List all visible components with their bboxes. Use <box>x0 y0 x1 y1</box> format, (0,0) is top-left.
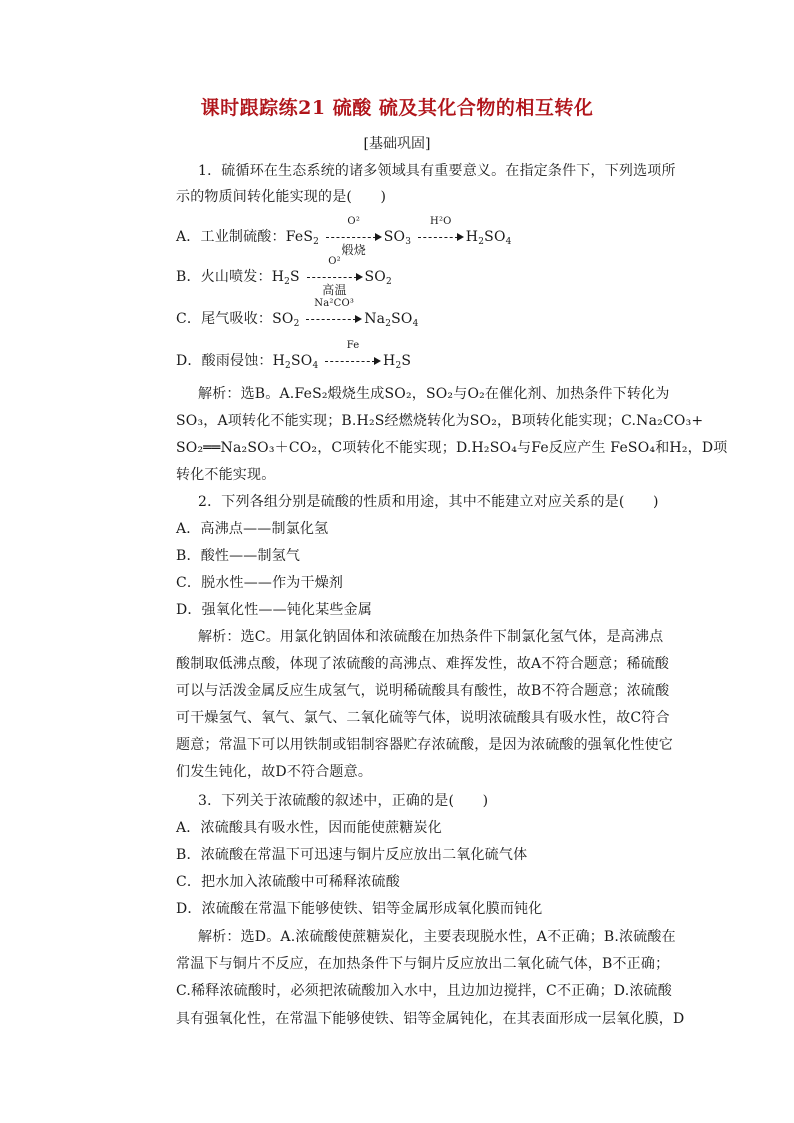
q2-option-b: B．酸性——制氢气 <box>176 548 301 564</box>
q3-option-c: C．把水加入浓硫酸中可稀释浓硫酸 <box>176 874 400 890</box>
reaction-arrow: Na²CO³ <box>306 311 362 327</box>
q2-option-d: D．强氧化性——钝化某些金属 <box>176 602 373 618</box>
q3-analysis-line-4: 具有强氧化性，在常温下能够使铁、铝等金属钝化，在其表面形成一层氧化膜，D <box>176 1011 685 1027</box>
q3-analysis-line-3: C.稀释浓硫酸时，必须把浓硫酸加入水中，且边加边搅拌，C不正确；D.浓硫酸 <box>176 983 672 999</box>
q2-option-c: C．脱水性——作为干燥剂 <box>176 575 344 591</box>
reaction-arrow: Fe <box>325 353 381 369</box>
q1-option-a: A．工业制硫酸：FeS$_2$ O² 煅烧 $SO_3$ H²O $H_2SO_4$ <box>176 216 512 257</box>
q2-analysis-line-2: 酸制取低沸点酸，体现了浓硫酸的高沸点、难挥发性，故A不符合题意；稀硫酸 <box>176 656 670 672</box>
q2-analysis-line-3: 可以与活泼金属反应生成氢气，说明稀硫酸具有酸性，故B不符合题意；浓硫酸 <box>176 683 670 699</box>
q2-analysis-line-6: 们发生钝化，故D不符合题意。 <box>176 764 373 780</box>
q2-analysis-line-5: 题意；常温下可以用铁制或铝制容器贮存浓硫酸，是因为浓硫酸的强氧化性使它 <box>176 737 673 753</box>
page-title: 课时跟踪练21 硫酸 硫及其化合物的相互转化 <box>200 97 594 119</box>
q3-stem: 3．下列关于浓硫酸的叙述中，正确的是( ) <box>198 793 489 809</box>
q1-analysis-line-4: 转化不能实现。 <box>176 467 276 483</box>
q3-analysis-line-1: 解析：选D。A.浓硫酸使蔗糖炭化，主要表现脱水性，A不正确；B.浓硫酸在 <box>198 929 676 945</box>
q1-option-b: B．火山喷发：$H_2S$ O² 高温 $SO_2$ <box>176 256 392 297</box>
q1-stem-line-1: 1．硫循环在生态系统的诸多领域具有重要意义。在指定条件下，下列选项所 <box>198 163 676 179</box>
q2-analysis-line-4: 可干燥氢气、氧气、氯气、二氧化硫等气体，说明浓硫酸具有吸水性，故C符合 <box>176 710 670 726</box>
reaction-arrow: O² 高温 <box>307 269 363 285</box>
q2-stem: 2．下列各组分别是硫酸的性质和用途，其中不能建立对应关系的是( ) <box>198 494 659 510</box>
reaction-arrow: O² 煅烧 <box>326 229 382 245</box>
q1-analysis-line-2: SO₃，A项转化不能实现；B.H₂S经燃烧转化为SO₂，B项转化能实现；C.Na₂CO₃+ <box>176 413 704 429</box>
q2-analysis-line-1: 解析：选C。用氯化钠固体和浓硫酸在加热条件下制氯化氢气体，是高沸点 <box>198 629 664 645</box>
q3-option-b: B．浓硫酸在常温下可迅速与铜片反应放出二氧化硫气体 <box>176 847 528 863</box>
q1-analysis-line-1: 解析：选B。A.FeS₂煅烧生成SO₂，SO₂与O₂在催化剂、加热条件下转化为 <box>198 386 670 402</box>
section-label: [基础巩固] <box>363 136 431 152</box>
reaction-arrow: H²O <box>418 229 464 245</box>
q1-analysis-line-3: SO₂══Na₂SO₃＋CO₂，C项转化不能实现；D.H₂SO₄与Fe反应产生 FeSO₄和H₂，D项 <box>176 440 728 456</box>
q3-analysis-line-2: 常温下与铜片不反应，在加热条件下与铜片反应放出二氧化硫气体，B不正确； <box>176 956 670 972</box>
q2-option-a: A．高沸点——制氯化氢 <box>176 521 329 537</box>
q3-option-a: A．浓硫酸具有吸水性，因而能使蔗糖炭化 <box>176 820 442 836</box>
q3-option-d: D．浓硫酸在常温下能够使铁、铝等金属形成氧化膜而钝化 <box>176 901 543 917</box>
q1-option-c: C．尾气吸收：$SO_2$ Na²CO³ $Na_2SO_4$ <box>176 298 419 329</box>
q1-option-d: D．酸雨侵蚀：$H_2SO_4$ Fe $H_2S$ <box>176 340 412 371</box>
q1-stem-line-2: 示的物质间转化能实现的是( ) <box>176 189 387 205</box>
